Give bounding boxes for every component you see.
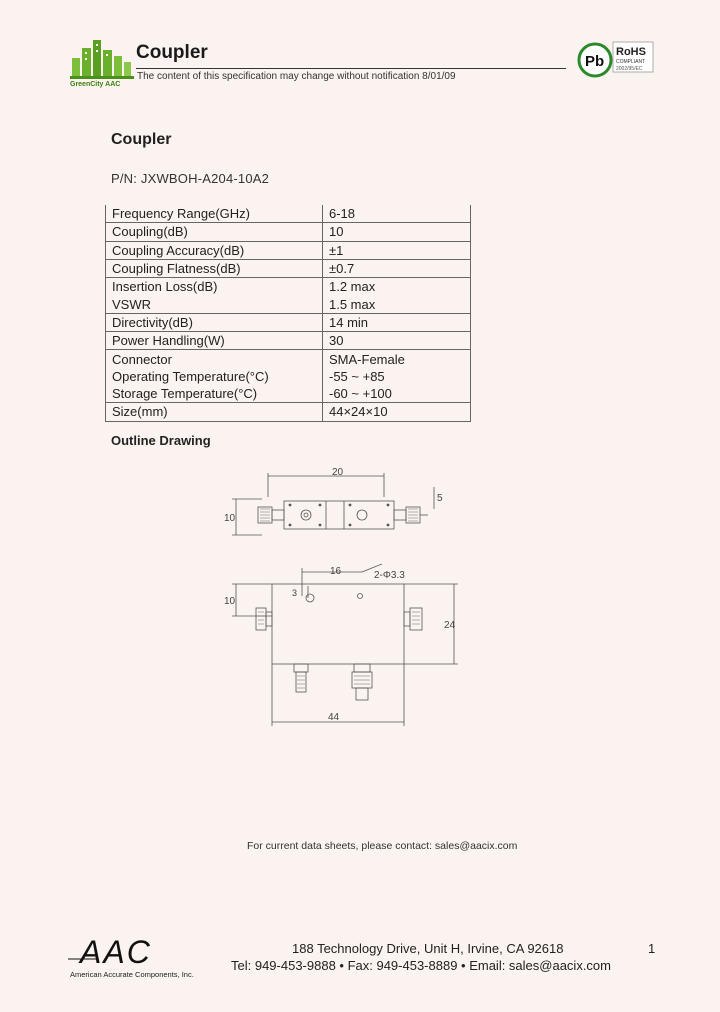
spec-value: 1.5 max xyxy=(323,295,471,313)
header-note: The content of this specification may change without notification 8/01/09 xyxy=(137,71,456,82)
aac-company-name: American Accurate Components, Inc. xyxy=(70,970,194,979)
spec-label: Storage Temperature(°C) xyxy=(106,385,323,403)
greencity-logo xyxy=(68,36,136,88)
spec-label: Directivity(dB) xyxy=(106,313,323,331)
header-title: Coupler xyxy=(136,42,208,63)
outline-front-view xyxy=(222,560,462,730)
spec-label: Coupling Flatness(dB) xyxy=(106,259,323,277)
spec-row xyxy=(106,385,471,403)
spec-row xyxy=(106,295,471,313)
rohs-sub: COMPLIANT xyxy=(616,59,646,65)
logo-text: GreenCity AAC xyxy=(70,81,121,88)
footer-address: 188 Technology Drive, Unit H, Irvine, CA 92618 xyxy=(292,941,564,956)
dim-body-height: 24 xyxy=(444,620,456,631)
spec-label: Power Handling(W) xyxy=(106,332,323,350)
spec-value: -55 ~ +85 xyxy=(323,368,471,385)
spec-label: Insertion Loss(dB) xyxy=(106,278,323,296)
dim-holes: 2-Φ3.3 xyxy=(374,570,405,581)
rohs-badge xyxy=(575,38,657,82)
pb-icon: Pb xyxy=(585,53,605,70)
spec-value: ±1 xyxy=(323,241,471,259)
spec-value: SMA-Female xyxy=(323,350,471,368)
spec-row xyxy=(106,368,471,385)
footer-contact: Tel: 949-453-9888 • Fax: 949-453-8889 • Email: sales@aacix.com xyxy=(231,958,611,973)
spec-label: VSWR xyxy=(106,295,323,313)
page-number: 1 xyxy=(648,941,656,956)
document-title: Coupler xyxy=(111,131,172,148)
rohs-code: 2002/95/EC xyxy=(616,66,643,72)
outline-title: Outline Drawing xyxy=(111,433,211,448)
spec-label: Size(mm) xyxy=(106,403,323,421)
spec-value: ±0.7 xyxy=(323,259,471,277)
spec-row xyxy=(106,259,471,277)
aac-letters: AAC xyxy=(80,935,152,970)
spec-row xyxy=(106,223,471,241)
dim-top-width: 20 xyxy=(332,467,344,478)
spec-row xyxy=(106,278,471,296)
spec-row xyxy=(106,350,471,368)
spec-row xyxy=(106,332,471,350)
spec-label: Operating Temperature(°C) xyxy=(106,368,323,385)
spec-value: 10 xyxy=(323,223,471,241)
spec-label: Connector xyxy=(106,350,323,368)
spec-value: 44×24×10 xyxy=(323,403,471,421)
dim-hole-offset: 16 xyxy=(330,566,342,577)
aac-logo xyxy=(66,935,216,985)
spec-value: 6-18 xyxy=(323,205,471,223)
dim-body-length: 44 xyxy=(328,712,340,723)
dim-top-side: 5 xyxy=(437,493,443,504)
spec-row xyxy=(106,241,471,259)
spec-label: Coupling Accuracy(dB) xyxy=(106,241,323,259)
spec-row xyxy=(106,403,471,421)
spec-row xyxy=(106,205,471,223)
rohs-label: RoHS xyxy=(616,46,646,58)
outline-top-view xyxy=(222,465,448,540)
spec-value: -60 ~ +100 xyxy=(323,385,471,403)
spec-row xyxy=(106,313,471,331)
dim-hole-gap: 3 xyxy=(292,588,298,598)
dim-top-height: 10 xyxy=(224,513,236,524)
header-rule xyxy=(136,68,566,69)
spec-value: 14 min xyxy=(323,313,471,331)
spec-label: Frequency Range(GHz) xyxy=(106,205,323,223)
part-number: P/N: JXWBOH-A204-10A2 xyxy=(111,171,270,186)
contact-note: For current data sheets, please contact: sales@aacix.com xyxy=(247,840,518,852)
spec-label: Coupling(dB) xyxy=(106,223,323,241)
spec-value: 30 xyxy=(323,332,471,350)
spec-table xyxy=(105,205,471,422)
dim-front-height: 10 xyxy=(224,596,236,607)
spec-value: 1.2 max xyxy=(323,278,471,296)
